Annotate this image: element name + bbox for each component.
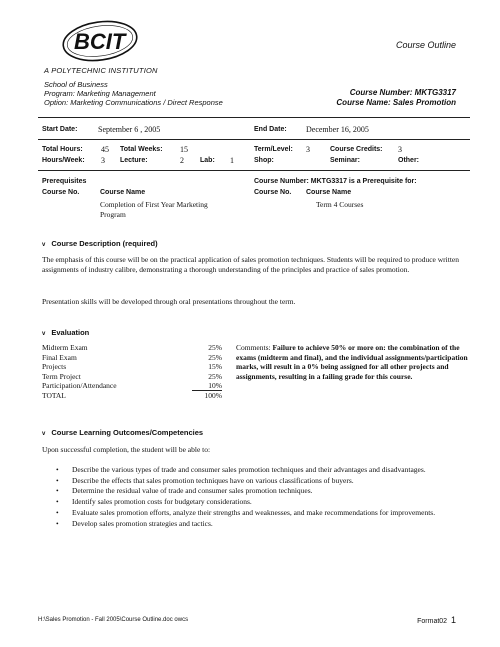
table-row	[42, 362, 222, 372]
total-weeks-label: Total Weeks:	[120, 146, 163, 153]
prereq-for-col-course-name: Course Name	[306, 189, 352, 196]
divider	[38, 117, 470, 118]
lecture-value: 2	[180, 156, 184, 165]
bullet-icon: •	[56, 486, 59, 496]
course-credits-label: Course Credits:	[330, 146, 383, 153]
hours-week-value: 3	[101, 156, 105, 165]
bullet-icon: •	[56, 465, 59, 474]
bcit-logo	[60, 18, 145, 64]
eval-item-name: Term Project	[42, 371, 81, 381]
eval-item-pct: 10%	[192, 381, 222, 391]
outcome-text: Describe the effects that sales promotion techniques have on various classifications of buyers.	[72, 475, 354, 485]
logo-graphic	[60, 18, 145, 64]
eval-item-pct: 15%	[208, 362, 222, 371]
bullet-icon: •	[56, 518, 59, 528]
start-date-label: Start Date:	[42, 126, 78, 133]
total-hours-label: Total Hours:	[42, 146, 83, 153]
eval-item-name: Participation/Attendance	[42, 381, 117, 390]
bullet-icon: •	[56, 497, 59, 507]
evaluation-heading-text: Evaluation	[51, 328, 90, 337]
eval-item-pct: 25%	[208, 343, 222, 352]
total-weeks-value: 15	[180, 145, 188, 154]
outcome-text: Describe the various types of trade and consumer sales promotion techniques and their advantages and disadvantages.	[72, 465, 426, 474]
lab-value: 1	[230, 156, 234, 165]
lab-label: Lab:	[200, 157, 215, 164]
school-name: School of Business	[44, 80, 108, 89]
eval-total-pct: 100%	[204, 390, 222, 400]
eval-item-name: Projects	[42, 362, 67, 371]
list-item	[56, 519, 476, 528]
course-identity	[336, 88, 456, 108]
svg-text:BCIT: BCIT	[74, 29, 126, 54]
program-info	[44, 80, 223, 108]
lecture-label: Lecture:	[120, 157, 148, 164]
description-paragraph-1: The emphasis of this course will be on the practical application of sales promotion techniques. Students will be required to produce written assignments of industry calibre, demonstrating a thorough understanding of the principles and practice of sales promotion.	[42, 255, 459, 274]
end-date-label: End Date:	[254, 126, 287, 133]
shop-label: Shop:	[254, 157, 274, 164]
prereq-col-course-no: Course No.	[42, 189, 80, 196]
eval-item-pct: 25%	[208, 371, 222, 381]
outcomes-heading-text: Course Learning Outcomes/Competencies	[51, 428, 204, 437]
description-paragraph-2: Presentation skills will be developed through oral presentations throughout the term.	[42, 297, 296, 306]
table-row-total	[42, 391, 222, 401]
prereq-name-line-2: Program	[100, 210, 126, 219]
course-name: Course Name: Sales Promotion	[336, 98, 456, 107]
total-hours-value: 45	[101, 145, 109, 154]
prerequisites-title: Prerequisites	[42, 178, 87, 185]
table-row	[42, 353, 222, 363]
evaluation-table	[42, 343, 222, 400]
chevron-down-icon: v	[42, 431, 46, 437]
table-row	[42, 343, 222, 353]
footer-extra: owcs	[174, 617, 189, 623]
divider	[38, 170, 470, 171]
table-row	[42, 381, 222, 391]
outcome-text: Evaluate sales promotion efforts, analyze their strengths and weaknesses, and make recommendations for improvements.	[72, 507, 436, 517]
description-heading	[42, 239, 158, 248]
eval-total-label: TOTAL	[42, 390, 66, 400]
term-level-value: 3	[306, 145, 310, 154]
end-date-value: December 16, 2005	[306, 125, 369, 134]
outcome-text: Determine the residual value of trade and consumer sales promotion techniques.	[72, 486, 313, 496]
chevron-down-icon: v	[42, 242, 46, 248]
list-item	[56, 486, 476, 495]
eval-item-name: Final Exam	[42, 352, 77, 362]
list-item	[56, 465, 476, 474]
prereq-for-name: Term 4 Courses	[316, 200, 364, 209]
evaluation-heading	[42, 328, 89, 337]
term-level-label: Term/Level:	[254, 146, 293, 153]
program-name: Program: Marketing Management	[44, 89, 156, 99]
outcome-text: Develop sales promotion strategies and tactics.	[72, 518, 213, 528]
course-number: Course Number: MKTG3317	[349, 88, 456, 97]
start-date-value: September 6 , 2005	[98, 125, 161, 134]
footer-path: H:\Sales Promotion - Fall 2005\Course Outline.doc	[38, 617, 173, 623]
divider	[38, 139, 470, 140]
bullet-icon: •	[56, 475, 59, 485]
hours-week-label: Hours/Week:	[42, 157, 85, 164]
footer-form: Format02	[417, 618, 448, 625]
evaluation-comments	[236, 343, 472, 381]
other-label: Other:	[398, 157, 419, 164]
page-number: 1	[450, 615, 456, 625]
chevron-down-icon: v	[42, 331, 46, 337]
list-item	[56, 476, 476, 485]
footer-file-path	[38, 617, 188, 623]
outcomes-list	[56, 465, 476, 529]
outcomes-intro: Upon successful completion, the student will be able to:	[42, 445, 211, 454]
outcomes-heading	[42, 428, 203, 437]
prereq-col-course-name: Course Name	[100, 189, 146, 196]
list-item	[56, 497, 476, 506]
eval-item-pct: 25%	[208, 352, 222, 362]
prereq-name-line-1: Completion of First Year Marketing	[100, 200, 208, 209]
seminar-label: Seminar:	[330, 157, 360, 164]
outcome-text: Identify sales promotion costs for budgetary considerations.	[72, 497, 252, 507]
comments-label: Comments:	[236, 343, 271, 352]
prerequisite-for-title: Course Number: MKTG3317 is a Prerequisite for:	[254, 178, 417, 185]
bullet-icon: •	[56, 507, 59, 517]
comments-text: Failure to achieve 50% or more on: the combination of the exams (midterm and final), and the individual assignments/participation marks, will result in a 0% being assigned for all other projects and assignments, resulting in a failing grade for this course.	[236, 343, 468, 381]
list-item	[56, 508, 476, 517]
doc-type-title: Course Outline	[395, 40, 456, 50]
option-name: Option: Marketing Communications / Direct Response	[44, 98, 223, 108]
description-heading-text: Course Description (required)	[51, 239, 158, 248]
footer-page-info	[417, 615, 456, 625]
course-credits-value: 3	[398, 145, 402, 154]
eval-item-name: Midterm Exam	[42, 343, 88, 352]
prereq-for-col-course-no: Course No.	[254, 189, 292, 196]
institution-tagline: A POLYTECHNIC INSTITUTION	[44, 66, 158, 75]
table-row	[42, 372, 222, 382]
